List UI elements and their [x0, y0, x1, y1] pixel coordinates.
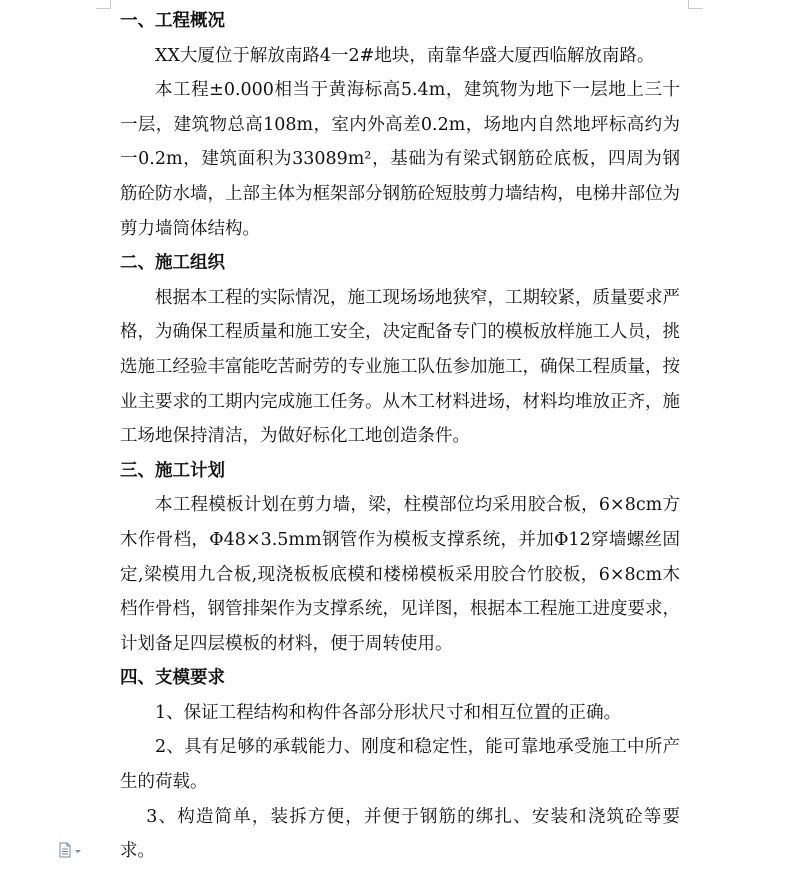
chevron-down-icon — [75, 850, 81, 853]
section-heading-1: 一、工程概况 — [120, 11, 225, 31]
section-heading-4: 四、支模要求 — [120, 668, 225, 689]
list-item: 1、保证工程结构和构件各部分形状尺寸和相互位置的正确。 — [155, 702, 622, 723]
margin-mark-right — [688, 0, 703, 9]
list-item: 2、具有足够的承载能力、刚度和稳定性，能可靠地承受施工中所产生的荷载。 — [120, 737, 680, 793]
paragraph: 本工程模板计划在剪力墙，梁，柱模部位均采用胶合板，6×8cm方木作骨档，Φ48×3.5mm钢管作为模板支撑系统，并加Φ12穿墙螺丝固定,梁模用九合板,现浇板板底模和楼梯模板采用胶合竹胶板，6×8cm木档作骨档，钢管排架作为支撑系统，见详图，根据本工程施工进度要求，计划备足四层模板的材料，便于周转使用。 — [120, 495, 680, 654]
paragraph: XX大厦位于解放南路4一2#地块，南靠华盛大厦西临解放南路。 — [155, 45, 655, 66]
list-item: 3、构造简单，装拆方便，并便于钢筋的绑扎、安装和浇筑砼等要求。 — [120, 806, 680, 862]
document-body[interactable] — [120, 4, 680, 869]
section-heading-2: 二、施工组织 — [120, 253, 225, 274]
paste-options-icon[interactable] — [58, 842, 84, 858]
section-heading-3: 三、施工计划 — [120, 460, 225, 481]
paragraph: 根据本工程的实际情况，施工现场场地狭窄，工期较紧，质量要求严格，为确保工程质量和施工安全，决定配备专门的模板放样施工人员，挑选施工经验丰富能吃苦耐劳的专业施工队伍参加施工，确保工程质量，按业主要求的工期内完成施工任务。从木工材料进场，材料均堆放正齐，施工场地保持清洁，为做好标化工地创造条件。 — [120, 287, 680, 447]
paragraph: 本工程±0.000相当于黄海标高5.4m，建筑物为地下一层地上三十一层，建筑物总高108m，室内外高差0.2m，场地内自然地坪标高约为一0.2m，建筑面积为33089m²，基础为有梁式钢筋砼底板，四周为钢筋砼防水墙，上部主体为框架部分钢筋砼短肢剪力墙结构，电梯井部位为剪力墙筒体结构。 — [120, 80, 680, 239]
margin-mark-left — [96, 0, 111, 9]
